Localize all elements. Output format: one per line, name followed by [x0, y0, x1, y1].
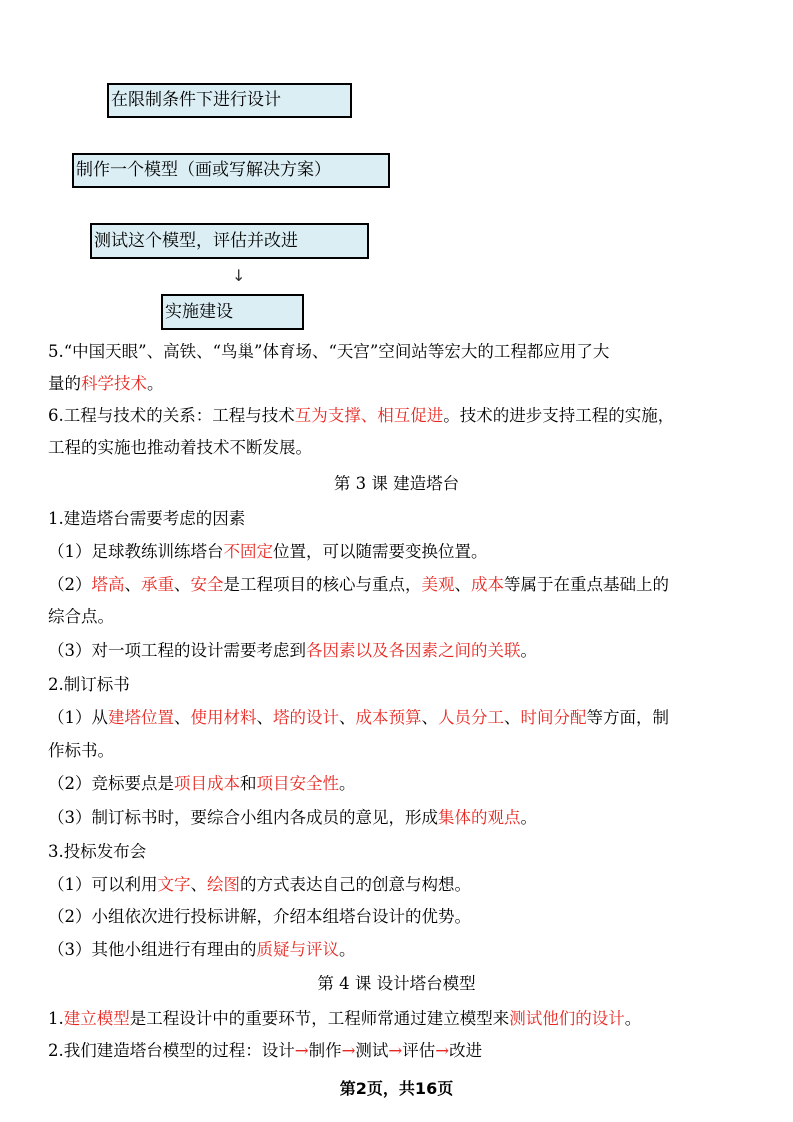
text-line	[48, 776, 748, 793]
text-line	[48, 577, 748, 594]
section-heading	[48, 511, 748, 528]
highlight-text: 质疑与评议	[256, 940, 339, 959]
text-segment: 量的	[48, 374, 81, 393]
text-segment: 、	[124, 575, 141, 594]
text-segment: 和	[240, 774, 257, 793]
flow-step-design: 在限制条件下进行设计	[107, 83, 352, 118]
highlight-text: →	[294, 1041, 309, 1060]
text-segment: 2.制订标书	[48, 675, 130, 694]
text-segment: 5.“中国天眼”、高铁、“鸟巢”体育场、“天宫”空间站等宏大的工程都应用了大	[48, 342, 610, 361]
section-heading	[48, 677, 748, 694]
text-line	[48, 942, 748, 959]
text-segment: 是工程项目的核心与重点，	[223, 575, 422, 594]
highlight-text: 成本	[471, 575, 504, 594]
text-segment: 、	[256, 708, 273, 727]
highlight-text: 科学技术	[81, 374, 147, 393]
text-line	[48, 810, 748, 827]
text-line	[48, 440, 748, 457]
highlight-text: 项目安全性	[256, 774, 339, 793]
text-segment: 、	[421, 708, 438, 727]
text-line	[48, 710, 748, 727]
text-line	[48, 344, 748, 361]
text-segment: 等方面，制	[586, 708, 669, 727]
text-segment: 。	[624, 1009, 642, 1028]
text-segment: 位置，可以随需要变换位置。	[273, 542, 488, 561]
text-segment: 、	[174, 708, 191, 727]
text-line	[48, 376, 748, 393]
highlight-text: 塔高	[91, 575, 125, 594]
text-segment: 等属于在重点基础上的	[504, 575, 669, 594]
text-segment: （3）对一项工程的设计需要考虑到	[48, 641, 306, 660]
down-arrow-icon: ↓	[232, 266, 246, 285]
text-segment: 制作	[308, 1041, 342, 1060]
text-line	[48, 909, 748, 926]
text-segment: （2）	[48, 575, 92, 594]
highlight-text: 承重	[141, 575, 174, 594]
highlight-text: 使用材料	[190, 708, 257, 727]
text-segment: 是工程设计中的重要环节，工程师常通过建立模型来	[129, 1009, 510, 1028]
highlight-text: 互为支撑、相互促进	[294, 406, 444, 425]
text-segment: 1.建造塔台需要考虑的因素	[48, 509, 246, 528]
text-line	[48, 1043, 748, 1060]
lesson-title	[0, 476, 793, 493]
text-line	[48, 609, 748, 626]
highlight-text: 建立模型	[63, 1009, 130, 1028]
text-segment: 3.投标发布会	[48, 842, 147, 861]
highlight-text: 集体的观点	[438, 808, 521, 827]
text-line	[48, 743, 748, 760]
text-segment: 。	[147, 374, 164, 393]
highlight-text: 建塔位置	[108, 708, 174, 727]
page-footer: 第2页，共16页	[339, 1079, 454, 1098]
highlight-text: →	[435, 1041, 450, 1060]
highlight-text: 各因素以及各因素之间的关联	[306, 641, 521, 660]
highlight-text: 安全	[190, 575, 224, 594]
text-segment: 。	[339, 774, 356, 793]
text-segment: 6.工程与技术的关系：工程与技术	[48, 406, 295, 425]
text-segment: 第 4 课 设计塔台模型	[317, 974, 476, 993]
text-line	[48, 408, 748, 425]
highlight-text: 成本预算	[355, 708, 422, 727]
text-segment: （1）足球教练训练塔台	[48, 542, 224, 561]
text-segment: （2）竞标要点是	[48, 774, 174, 793]
highlight-text: 美观	[421, 575, 455, 594]
text-segment: 作标书。	[48, 741, 114, 760]
text-segment: 、	[174, 575, 191, 594]
text-line	[48, 544, 748, 561]
text-segment: 、	[190, 875, 207, 894]
flow-step-model: 制作一个模型（画或写解决方案）	[72, 153, 390, 188]
text-segment: （3）其他小组进行有理由的	[48, 940, 257, 959]
highlight-text: →	[341, 1041, 356, 1060]
highlight-text: 不固定	[223, 542, 273, 561]
text-segment: 工程的实施也推动着技术不断发展。	[48, 438, 312, 457]
section-heading	[48, 844, 748, 861]
highlight-text: 塔的设计	[273, 708, 339, 727]
text-segment: 第 3 课 建造塔台	[333, 474, 460, 493]
text-segment: 、	[454, 575, 471, 594]
text-segment: 1.	[48, 1009, 64, 1028]
flow-step-test: 测试这个模型，评估并改进	[90, 223, 369, 259]
text-segment: 。技术的进步支持工程的实施，	[443, 406, 675, 425]
text-segment: 综合点。	[48, 607, 114, 626]
text-segment: 。	[520, 808, 537, 827]
highlight-text: 人员分工	[438, 708, 504, 727]
text-segment: 测试	[355, 1041, 389, 1060]
text-line	[48, 877, 748, 894]
highlight-text: 测试他们的设计	[509, 1009, 625, 1028]
text-segment: 。	[339, 940, 356, 959]
text-segment: （2）小组依次进行投标讲解，介绍本组塔台设计的优势。	[48, 907, 471, 926]
text-segment: （3）制订标书时，要综合小组内各成员的意见，形成	[48, 808, 438, 827]
text-segment: 评估	[402, 1041, 436, 1060]
text-segment: 的方式表达自己的创意与构想。	[240, 875, 471, 894]
lesson-title	[0, 976, 793, 993]
text-segment: 2.我们建造塔台模型的过程：设计	[48, 1041, 295, 1060]
text-segment: 、	[339, 708, 356, 727]
text-segment: 。	[520, 641, 537, 660]
text-segment: （1）从	[48, 708, 108, 727]
highlight-text: 项目成本	[174, 774, 240, 793]
text-segment: 、	[504, 708, 521, 727]
highlight-text: 文字	[157, 875, 191, 894]
highlight-text: 时间分配	[520, 708, 587, 727]
text-segment: 改进	[449, 1041, 483, 1060]
highlight-text: →	[388, 1041, 403, 1060]
highlight-text: 绘图	[207, 875, 240, 894]
flow-step-build: 实施建设	[161, 294, 304, 330]
text-line	[48, 1011, 748, 1028]
text-line	[48, 643, 748, 660]
text-segment: （1）可以利用	[48, 875, 158, 894]
